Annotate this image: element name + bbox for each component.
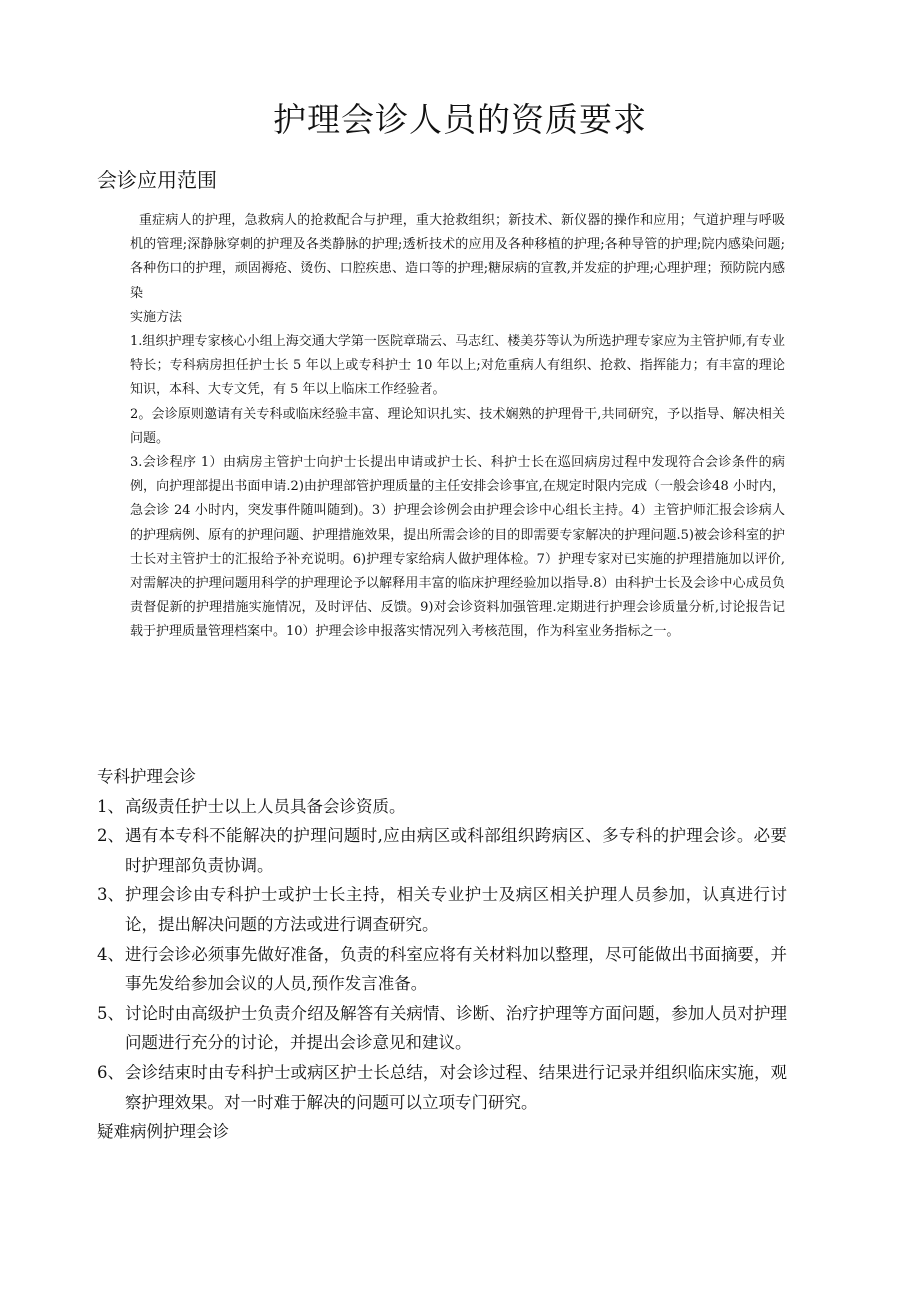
list-item-number: 4、 — [97, 944, 124, 964]
list-item — [97, 1058, 787, 1117]
list-item — [97, 880, 787, 939]
list-item-number: 3、 — [97, 885, 124, 905]
consultation-scope-body — [130, 209, 785, 645]
section-heading-consultation-scope: 会诊应用范围 — [97, 168, 217, 192]
list-item — [97, 940, 787, 999]
specialty-consultation-section — [97, 762, 787, 1147]
list-item-text: 会诊结束时由专科护士或病区护士长总结，对会诊过程、结果进行记录并组织临床实施，观察护理效果。对一时难于解决的问题可以立项专门研究。 — [125, 1062, 787, 1112]
section-heading-specialty-consultation: 专科护理会诊 — [97, 767, 196, 786]
method-paragraph-2: 2。会诊原则邀请有关专科或临床经验丰富、理论知识扎实、技术娴熟的护理骨干,共同研究，予以指导、解决相关问题。 — [130, 406, 785, 446]
list-item-text: 高级责任护士以上人员具备会诊资质。 — [125, 796, 406, 816]
list-item — [97, 792, 787, 822]
list-item — [97, 999, 787, 1058]
method-heading: 实施方法 — [130, 309, 183, 325]
list-item-text: 讨论时由高级护士负责介绍及解答有关病情、诊断、治疗护理等方面问题，参加人员对护理问题进行充分的讨论，并提出会诊意见和建议。 — [125, 1003, 787, 1053]
section-heading-difficult-case-consultation: 疑难病例护理会诊 — [97, 1122, 229, 1142]
scope-paragraph: 重症病人的护理，急救病人的抢救配合与护理，重大抢救组织；新技术、新仪器的操作和应用；气道护理与呼吸机的管理;深静脉穿刺的护理及各类静脉的护理;透析技术的应用及各种移植的护理;各种导管的护理;院内感染问题;各种伤口的护理，顽固褥疮、烫伤、口腔疾患、造口等的护理;糖尿病的宣教,并发症的护理;心理护理；预防院内感染 — [130, 213, 785, 301]
list-item — [97, 821, 787, 880]
list-item-text: 进行会诊必须事先做好准备，负责的科室应将有关材料加以整理，尽可能做出书面摘要，并事先发给参加会议的人员,预作发言准备。 — [125, 944, 787, 994]
list-item-number: 2、 — [97, 826, 124, 846]
list-item-number: 5、 — [97, 1003, 124, 1023]
list-item-text: 遇有本专科不能解决的护理问题时,应由病区或科部组织跨病区、多专科的护理会诊。必要时护理部负责协调。 — [125, 826, 787, 875]
list-item-number: 6、 — [97, 1062, 124, 1082]
document-title: 护理会诊人员的资质要求 — [273, 100, 647, 139]
list-item-text: 护理会诊由专科护士或护士长主持，相关专业护士及病区相关护理人员参加，认真进行讨论，提出解决问题的方法或进行调查研究。 — [125, 885, 787, 934]
list-item-number: 1、 — [97, 796, 124, 816]
method-paragraph-3: 3.会诊程序 1）由病房主管护士向护士长提出申请或护士长、科护士长在巡回病房过程中发现符合会诊条件的病例，向护理部提出书面申请.2)由护理部管护理质量的主任安排会诊事宜,在规定时限内完成（一般会诊48 小时内，急会诊 24 小时内，突发事件随叫随到)。3）护理会诊例会由护理会诊中心组长主持。4）主管护师汇报会诊病人的护理病例、原有的护理问题、护理措施效果，提出所需会诊的目的即需要专家解决的护理问题.5)被会诊科室的护士长对主管护士的汇报给予补充说明。6)护理专家给病人做护理体检。7）护理专家对已实施的护理措施加以评价,对需解决的护理问题用科学的护理理论予以解释用丰富的临床护理经验加以指导.8）由科护士长及会诊中心成员负责督促新的护理措施实施情况，及时评估、反馈。9)对会诊资料加强管理.定期进行护理会诊质量分析,讨论报告记载于护理质量管理档案中。10）护理会诊申报落实情况列入考核范围，作为科室业务指标之一。 — [130, 455, 785, 640]
method-paragraph-1: 1.组织护理专家核心小组上海交通大学第一医院章瑞云、马志红、楼美芬等认为所选护理专家应为主管护师,有专业特长；专科病房担任护士长 5 年以上或专科护士 10 年以上;对危重病人有组织、抢救、指挥能力；有丰富的理论知识，本科、大专文凭，有 5 年以上临床工作经验者。 — [130, 334, 785, 398]
